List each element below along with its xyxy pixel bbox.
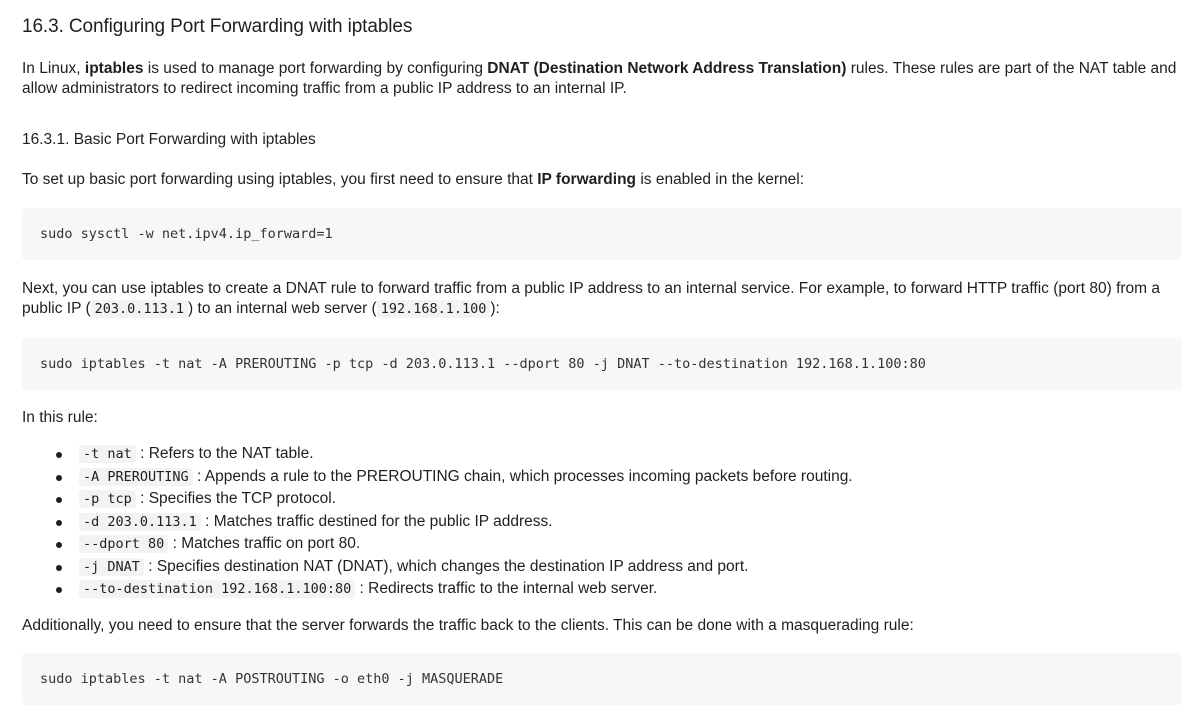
inline-code-internal-ip: 192.168.1.100 [377,300,491,318]
subsection-title: 16.3.1. Basic Port Forwarding with iptables [22,131,316,148]
in-this-rule-label: In this rule: [22,409,98,426]
code-block-dnat-rule[interactable]: sudo iptables -t nat -A PREROUTING -p tcp -d 203.0.113.1 --dport 80 -j DNAT --to-destination 192.168.1.100:80 [22,338,1182,390]
list-item: -t nat : Refers to the NAT table. [22,443,1182,466]
list-item: -p tcp : Specifies the TCP protocol. [22,488,1182,511]
list-item: -d 203.0.113.1 : Matches traffic destined for the public IP address. [22,511,1182,534]
list-item: --to-destination 192.168.1.100:80 : Redirects traffic to the internal web server. [22,578,1182,601]
list-item: -j DNAT : Specifies destination NAT (DNAT), which changes the destination IP address and port. [22,556,1182,579]
list-item: -A PREROUTING : Appends a rule to the PREROUTING chain, which processes incoming packets before routing. [22,466,1182,489]
inline-code-public-ip: 203.0.113.1 [91,300,188,318]
list-item: --dport 80 : Matches traffic on port 80. [22,533,1182,556]
additionally-paragraph: Additionally, you need to ensure that the server forwards the traffic back to the clients. This can be done with a masquerading rule: [22,616,914,634]
next-paragraph: Next, you can use iptables to create a DNAT rule to forward traffic from a public IP address to an internal service. For example, to forward HTTP traffic (port 80) from a public IP ( 203.0.113.1 ) to an internal web server ( 192.168.1.100 ): [22,280,1161,317]
code-block-masquerade[interactable]: sudo iptables -t nat -A POSTROUTING -o eth0 -j MASQUERADE [22,653,1182,705]
intro-paragraph: In Linux, iptables is used to manage port forwarding by configuring DNAT (Destination Network Address Translation) rules. These rules are part of the NAT table and allow administrators to redirect incoming traffic from a public IP address to an internal IP. [22,60,1177,97]
rule-options-list [22,443,1182,601]
section-title: 16.3. Configuring Port Forwarding with iptables [22,16,413,37]
code-block-sysctl[interactable]: sudo sysctl -w net.ipv4.ip_forward=1 [22,208,1182,260]
setup-paragraph: To set up basic port forwarding using iptables, you first need to ensure that IP forwarding is enabled in the kernel: [22,171,805,188]
